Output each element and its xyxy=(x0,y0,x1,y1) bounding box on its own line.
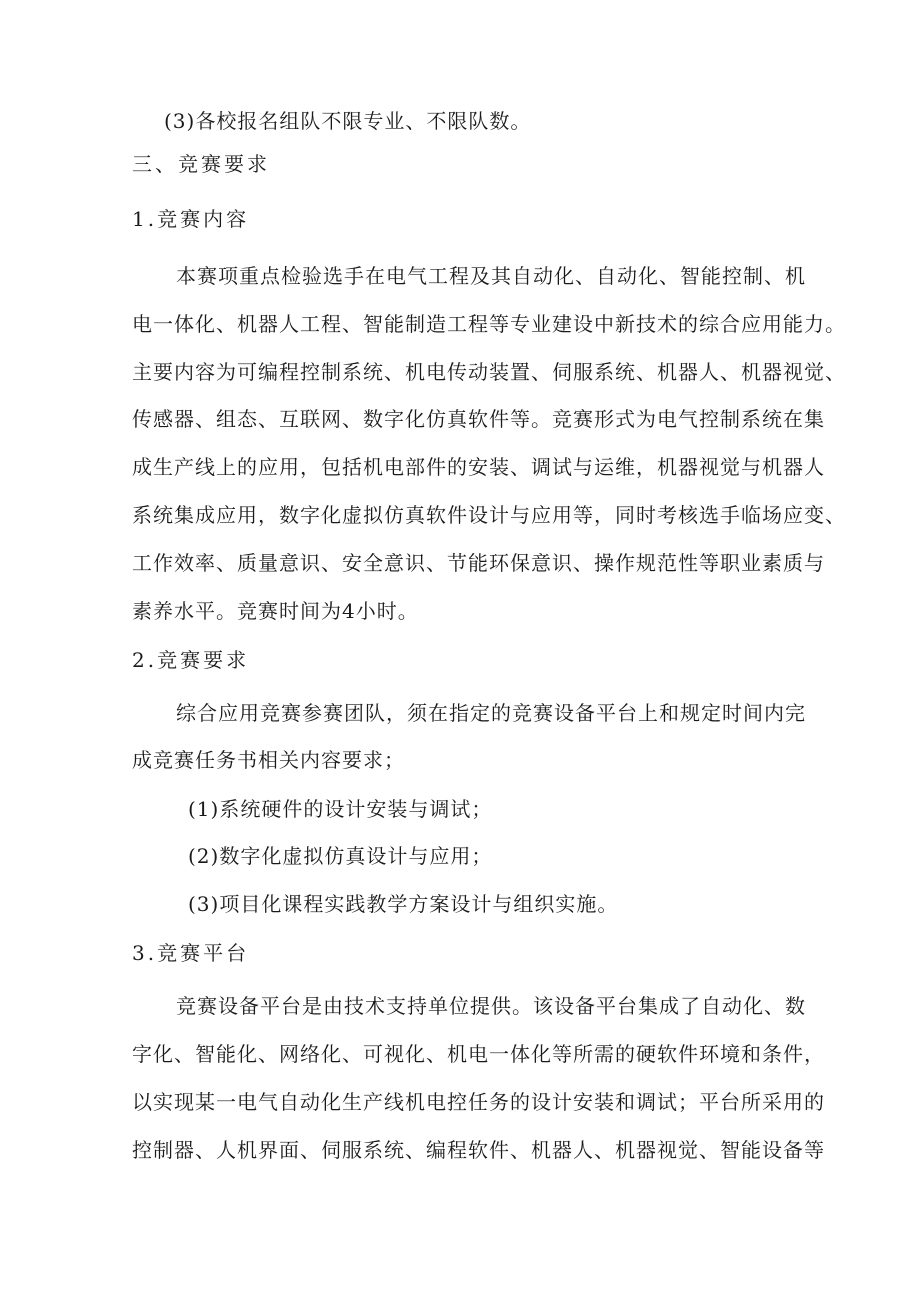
team-registration-item: (3)各校报名组队不限专业、不限队数。 xyxy=(164,109,532,133)
paragraph-line: 竞赛设备平台是由技术支持单位提供。该设备平台集成了自动化、数 xyxy=(176,994,806,1018)
paragraph-line: 本赛项重点检验选手在电气工程及其自动化、自动化、智能控制、机 xyxy=(176,264,806,288)
list-item: (2)数字化虚拟仿真设计与应用； xyxy=(188,844,493,868)
paragraph-line: 素养水平。竞赛时间为4小时。 xyxy=(132,599,419,623)
list-item: (3)项目化课程实践教学方案设计与组织实施。 xyxy=(188,892,619,916)
paragraph-line: 以实现某一电气自动化生产线机电控任务的设计安装和调试；平台所采用的 xyxy=(132,1090,825,1114)
paragraph-line: 传感器、组态、互联网、数字化仿真软件等。竞赛形式为电气控制系统在集 xyxy=(132,407,825,431)
subheading-requirements: 2.竞赛要求 xyxy=(132,648,250,672)
subheading-content: 1.竞赛内容 xyxy=(132,207,250,231)
paragraph-line: 主要内容为可编程控制系统、机电传动装置、伺服系统、机器人、机器视觉、 xyxy=(132,360,846,384)
subheading-platform: 3.竞赛平台 xyxy=(132,941,250,965)
paragraph-line: 成生产线上的应用，包括机电部件的安装、调试与运维，机器视觉与机器人 xyxy=(132,455,825,479)
paragraph-line: 工作效率、质量意识、安全意识、节能环保意识、操作规范性等职业素质与 xyxy=(132,551,825,575)
section-heading-requirements: 三、竞赛要求 xyxy=(132,152,270,176)
paragraph-line: 综合应用竞赛参赛团队，须在指定的竞赛设备平台上和规定时间内完 xyxy=(176,701,806,725)
paragraph-line: 控制器、人机界面、伺服系统、编程软件、机器人、机器视觉、智能设备等 xyxy=(132,1138,825,1162)
paragraph-line: 字化、智能化、网络化、可视化、机电一体化等所需的硬软件环境和条件， xyxy=(132,1042,825,1066)
paragraph-line: 成竞赛任务书相关内容要求； xyxy=(132,748,405,772)
paragraph-line: 系统集成应用，数字化虚拟仿真软件设计与应用等，同时考核选手临场应变、 xyxy=(132,503,846,527)
list-item: (1)系统硬件的设计安装与调试； xyxy=(188,797,493,821)
paragraph-line: 电一体化、机器人工程、智能制造工程等专业建设中新技术的综合应用能力。 xyxy=(132,312,846,336)
